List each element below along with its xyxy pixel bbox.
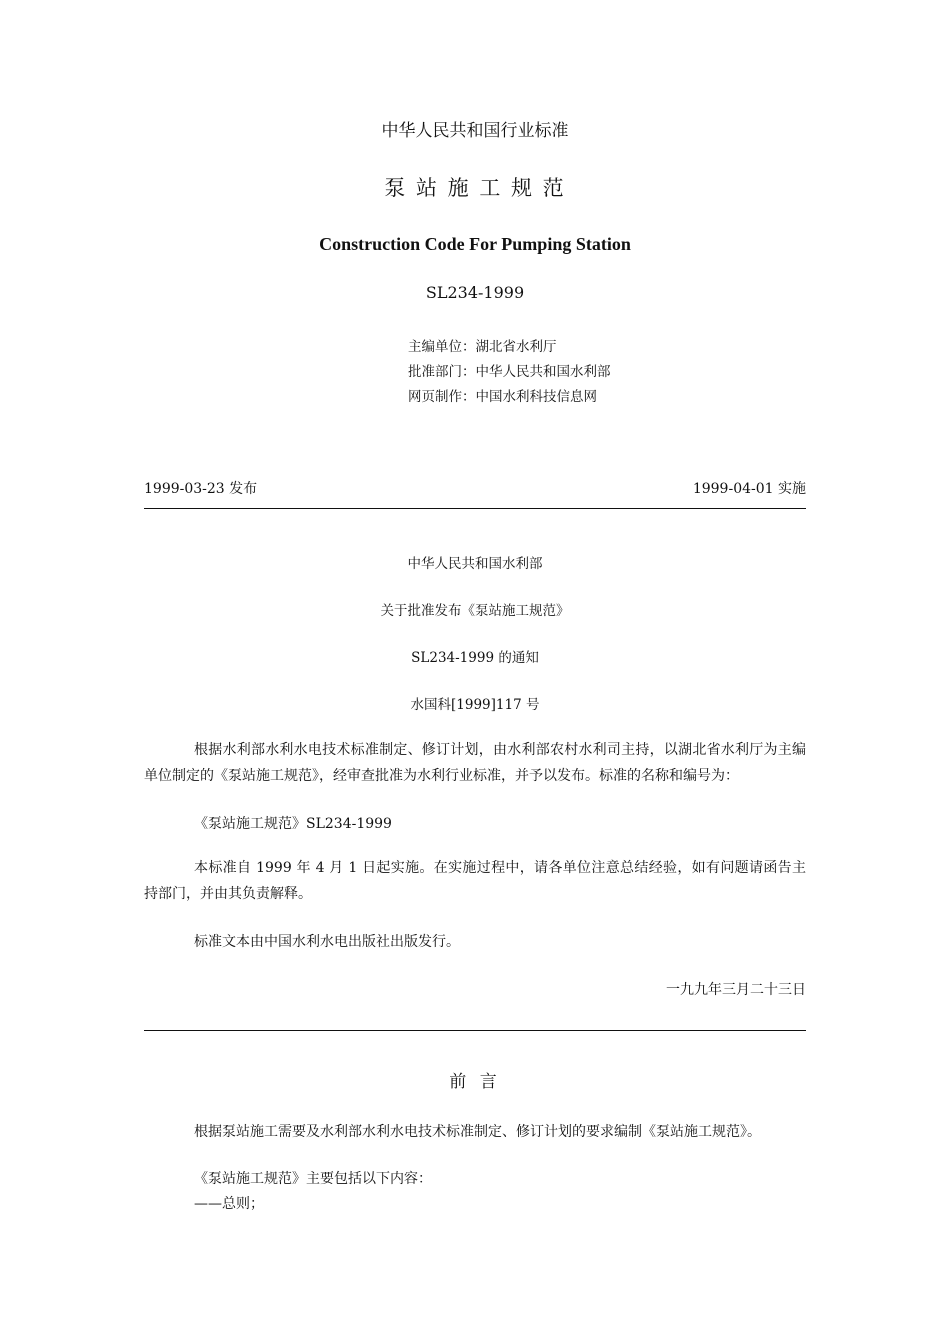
preface-item-1: ——总则；	[194, 1196, 264, 1212]
notice-code-line: 《泵站施工规范》SL234-1999	[194, 816, 392, 832]
web-production: 网页制作：中国水利科技信息网	[408, 389, 597, 405]
standard-code: SL234-1999	[425, 283, 525, 302]
industry-standard-label: 中华人民共和国行业标准	[381, 121, 569, 141]
preface-heading: 前 言	[449, 1072, 501, 1092]
notice-subject: 关于批准发布《泵站施工规范》	[380, 603, 570, 619]
notice-date: 一九九年三月二十三日	[666, 982, 806, 998]
approval-department: 批准部门：中华人民共和国水利部	[408, 364, 611, 380]
notice-document-number: 水国科[1999]117 号	[410, 697, 540, 713]
issue-date: 1999-03-23 发布	[144, 481, 258, 497]
document-title-cn: 泵 站 施 工 规 范	[384, 176, 566, 200]
effective-date: 1999-04-01 实施	[692, 481, 806, 497]
notice-paragraph-1: 根据水利部水利水电技术标准制定、修订计划，由水利部农村水利司主持，以湖北省水利厅为主编单位制定的《泵站施工规范》，经审查批准为水利行业标准，并予以发布。标准的名称和编号为：	[144, 742, 806, 784]
document-title-en: Construction Code For Pumping Station	[319, 234, 631, 254]
notice-ministry: 中华人民共和国水利部	[407, 556, 543, 572]
notice-paragraph-2: 本标准自 1999 年 4 月 1 日起实施。在实施过程中，请各单位注意总结经验，如有问题请函告主持部门，并由其负责解释。	[144, 860, 806, 902]
notice-subject-line2: SL234-1999 的通知	[411, 650, 539, 666]
notice-paragraph-3: 标准文本由中国水利水电出版社出版发行。	[194, 934, 460, 950]
preface-paragraph-1: 根据泵站施工需要及水利部水利水电技术标准制定、修订计划的要求编制《泵站施工规范》。	[194, 1124, 761, 1140]
divider-top	[144, 508, 806, 509]
preface-contents-intro: 《泵站施工规范》主要包括以下内容：	[194, 1171, 432, 1187]
editor-unit: 主编单位：湖北省水利厅	[408, 339, 557, 355]
divider-bottom	[144, 1030, 806, 1031]
